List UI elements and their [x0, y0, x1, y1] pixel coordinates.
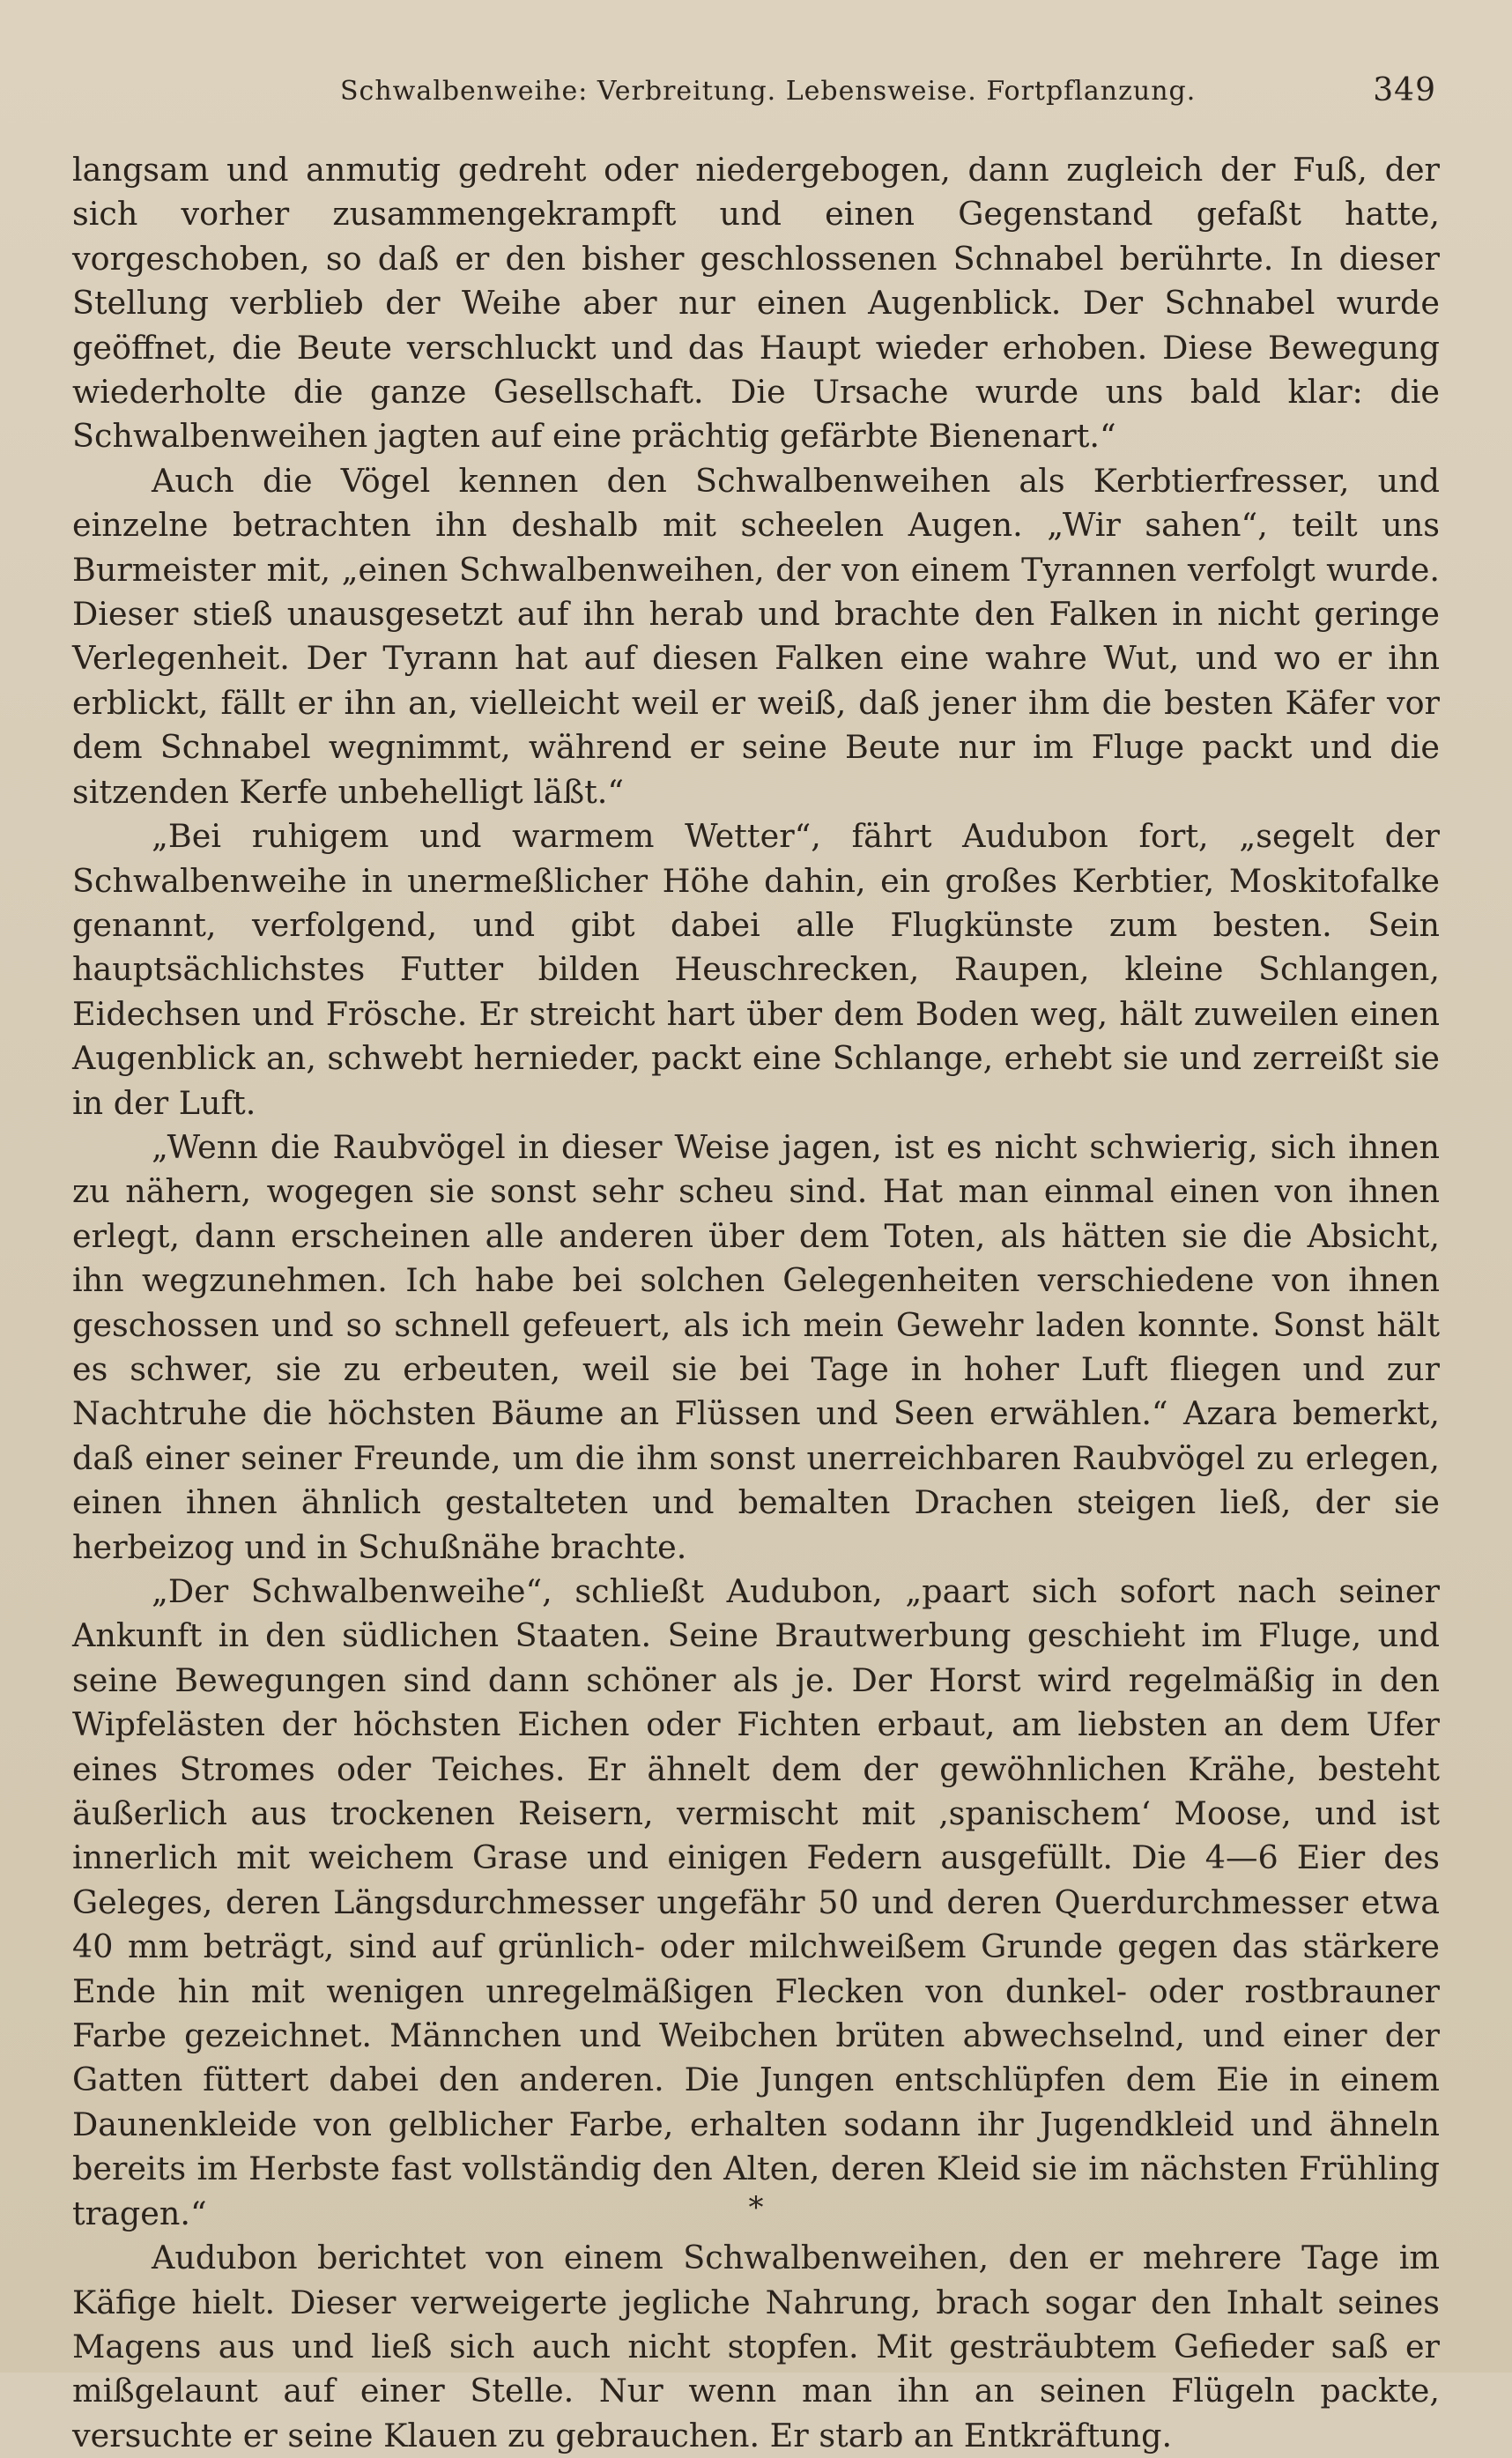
page-header [70, 72, 1436, 116]
paragraph-audubon-weather: „Bei ruhigem und warmem Wetter“, fährt Audubon fort, „segelt der Schwalbenweihe in unermeßlicher Höhe dahin, ein großes Kerbtier, Moskitofalke genannt, verfolgend, und gibt dabei alle Flugkünste zum besten. Sein hauptsächlichstes Futter bilden Heuschrecken, Raupen, kleine Schlangen, Eidechsen und Frösche. Er streicht hart über dem Boden weg, hält zuweilen einen Augenblick an, schwebt hernieder, packt eine Schlange, erhebt sie und zerreißt sie in der Luft. [72, 817, 1440, 1122]
paragraph-kaefig: Audubon berichtet von einem Schwalbenweihen, den er mehrere Tage im Käfige hielt. Dieser verweigerte jegliche Nahrung, brach sogar den Inhalt seines Magens aus und ließ sich auch nicht stopfen. Mit gesträubtem Gefieder saß er mißgelaunt auf einer Stelle. Nur wenn man ihn an seinen Flügeln packte, versuchte er seine Klauen zu gebrauchen. Er starb an Entkräftung. [72, 2239, 1440, 2454]
section-break-asterisk: * [748, 2190, 764, 2225]
page-number: 349 [1373, 72, 1436, 108]
paragraph-raubvoegel: „Wenn die Raubvögel in dieser Weise jagen, ist es nicht schwierig, sich ihnen zu nähern, wogegen sie sonst sehr scheu sind. Hat man einmal einen von ihnen erlegt, dann erscheinen alle anderen über dem Toten, als hätten sie die Absicht, ihn wegzunehmen. Ich habe bei solchen Gelegenheiten verschiedene von ihnen geschossen und so schnell gefeuert, als ich mein Gewehr laden konnte. Sonst hält es schwer, sie zu erbeuten, weil sie bei Tage in hoher Luft fliegen und zur Nachtruhe die höchsten Bäume an Flüssen und Seen erwählen.“ Azara bemerkt, daß einer seiner Freunde, um die ihm sonst unerreichbaren Raubvögel zu erlegen, einen ihnen ähnlich gestalteten und bemalten Drachen steigen ließ, der sie herbeizog und in Schußnähe brachte. [72, 1127, 1440, 1566]
paragraph-burmeister: Auch die Vögel kennen den Schwalbenweihen als Kerbtierfresser, und einzelne betrachten ihn deshalb mit scheelen Augen. „Wir sahen“, teilt uns Burmeister mit, „einen Schwalbenweihen, der von einem Tyrannen verfolgt wurde. Dieser stieß unausgesetzt auf ihn herab und brachte den Falken in nicht geringe Verlegenheit. Der Tyrann hat auf diesen Falken eine wahre Wut, und wo er ihn erblickt, fällt er ihn an, vielleicht weil er weiß, daß jener ihm die besten Käfer vor dem Schnabel wegnimmt, während er seine Beute nur im Fluge packt und die sitzenden Kerfe unbehelligt läßt.“ [72, 461, 1440, 811]
paragraph-paarung: „Der Schwalbenweihe“, schließt Audubon, „paart sich sofort nach seiner Ankunft in den südlichen Staaten. Seine Brautwerbung geschieht im Fluge, und seine Bewegungen sind dann schöner als je. Der Horst wird regelmäßig in den Wipfelästen der höchsten Eichen oder Fichten erbaut, am liebsten an dem Ufer eines Stromes oder Teiches. Er ähnelt dem der gewöhnlichen Krähe, besteht äußerlich aus trockenen Reisern, vermischt mit ‚spanischem‘ Moose, und ist innerlich mit weichem Grase und einigen Federn ausgefüllt. Die 4—6 Eier des Geleges, deren Längsdurchmesser ungefähr 50 und deren Querdurchmesser etwa 40 mm beträgt, sind auf grünlich- oder milchweißem Grunde gegen das stärkere Ende hin mit wenigen unregelmäßigen Flecken von dunkel- oder rostbrauner Farbe gezeichnet. Männchen und Weibchen brüten abwechselnd, und einer der Gatten füttert dabei den anderen. Die Jungen entschlüpfen dem Eie in einem Daunenkleide von gelblicher Farbe, erhalten sodann ihr Jugendkleid und ähneln bereits im Herbste fast vollständig den Alten, deren Kleid sie im nächsten Frühling tragen.“ [72, 1572, 1440, 2232]
running-head: Schwalbenweihe: Verbreitung. Lebensweise. Fortpflanzung. [340, 76, 1197, 107]
body-text [72, 148, 1440, 2458]
paragraph-continuation: langsam und anmutig gedreht oder niedergebogen, dann zugleich der Fuß, der sich vorher zusammengekrampft und einen Gegenstand gefaßt hatte, vorgeschoben, so daß er den bisher geschlossenen Schnabel berührte. In dieser Stellung verblieb der Weihe aber nur einen Augenblick. Der Schnabel wurde geöffnet, die Beute verschluckt und das Haupt wieder erhoben. Diese Bewegung wiederholte die ganze Gesellschaft. Die Ursache wurde uns bald klar: die Schwalbenweihen jagten auf eine prächtig gefärbte Bienenart.“ [72, 151, 1440, 456]
